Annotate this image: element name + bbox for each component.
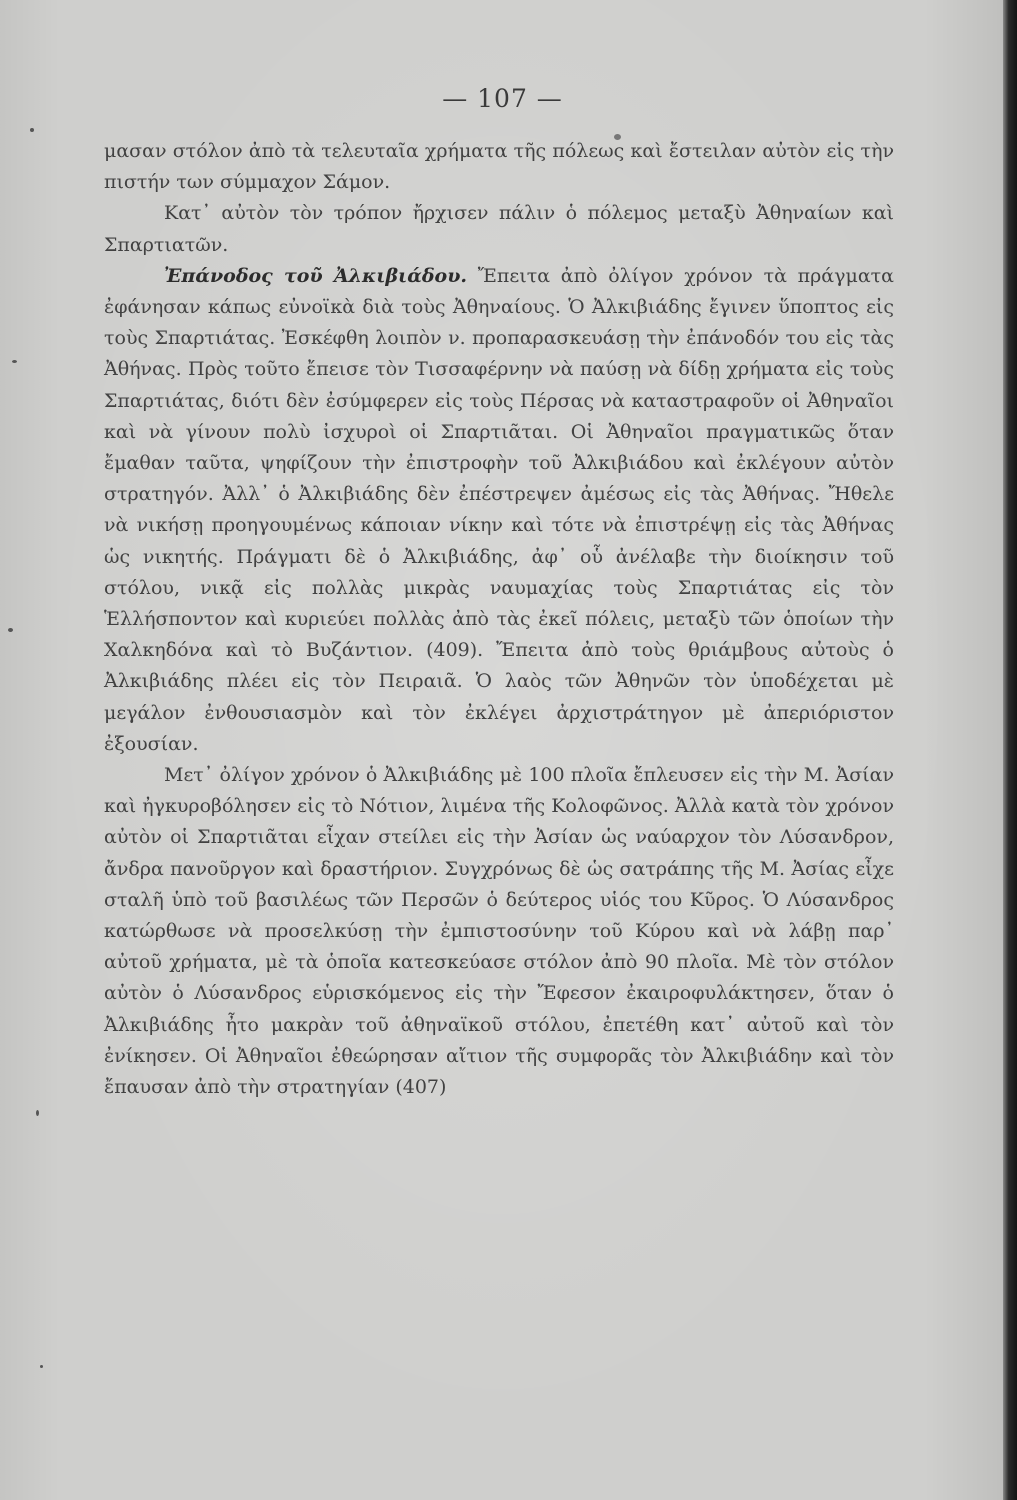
page-text [104,136,894,1103]
page-number: — 107 — [442,84,563,113]
page-edge-shadow [1003,0,1017,1500]
paragraph-2: Κατ᾿ αὐτὸν τὸν τρόπον ἤρχισεν πάλιν ὁ πόλεμος μεταξὺ Ἀθηναίων καὶ Σπαρτιατῶν. [104,202,894,256]
section-heading: Ἐπάνοδος τοῦ Ἀλκιβιάδου. [164,264,468,287]
paragraph-4: Μετ᾿ ὀλίγον χρόνον ὁ Ἀλκιβιάδης μὲ 100 πλοῖα ἔπλευσεν εἰς τὴν Μ. Ἀσίαν καὶ ἠγκυροβόλησεν εἰς τὸ Νότιον, λιμένα τῆς Κολοφῶνος. Ἀλλὰ κατὰ τὸν χρόνον αὐτὸν οἱ Σπαρτιᾶται εἶχαν στείλει εἰς τὴν Ἀσίαν ὡς ναύαρχον τὸν Λύσανδρον, ἄνδρα πανοῦργον καὶ δραστήριον. Συγχρόνως δὲ ὡς σατράπης τῆς Μ. Ἀσίας εἶχε σταλῆ ὑπὸ τοῦ βασιλέως τῶν Περσῶν ὁ δεύτερος υἱός του Κῦρος. Ὁ Λύσανδρος κατώρθωσε νὰ προσελκύσῃ τὴν ἐμπιστοσύνην τοῦ Κύρου καὶ νὰ λάβῃ παρ᾿ αὐτοῦ χρήματα, μὲ τὰ ὁποῖα κατεσκεύασε στόλον ἀπὸ 90 πλοῖα. Μὲ τὸν στόλον αὐτὸν ὁ Λύσανδρος εὑρισκόμενος εἰς τὴν Ἔφεσον ἐκαιροφυλάκτησεν, ὅταν ὁ Ἀλκιβιάδης ἦτο μακρὰν τοῦ ἀθηναϊκοῦ στόλου, ἐπετέθη κατ᾿ αὐτοῦ καὶ τὸν ἐνίκησεν. Οἱ Ἀθηναῖοι ἐθεώρησαν αἴτιον τῆς συμφορᾶς τὸν Ἀλκιβιάδην καὶ τὸν ἔπαυσαν ἀπὸ τὴν στρατηγίαν (407) [104,764,894,1099]
paragraph-3 [104,261,894,760]
paragraph-1: μασαν στόλον ἀπὸ τὰ τελευταῖα χρήματα τῆς πόλεως καὶ ἔστειλαν αὐτὸν εἰς τὴν πιστήν των σύμμαχον Σάμον. [104,140,894,194]
paragraph-3-text: Ἔπειτα ἀπὸ ὀλίγον χρόνον τὰ πράγματα ἐφάνησαν κάπως εὐνοϊκὰ διὰ τοὺς Ἀθηναίους. Ὁ Ἀλκιβιάδης ἔγινεν ὕποπτος εἰς τοὺς Σπαρτιάτας. Ἐσκέφθη λοιπὸν ν. προπαρασκευάσῃ τὴν ἐπάνοδόν του εἰς τὰς Ἀθήνας. Πρὸς τοῦτο ἔπεισε τὸν Τισσαφέρνην νὰ παύσῃ νὰ δίδῃ χρήματα εἰς τοὺς Σπαρτιάτας, διότι δὲν ἐσύμφερεν εἰς τοὺς Πέρσας νὰ καταστραφοῦν οἱ Ἀθηναῖοι καὶ νὰ γίνουν πολὺ ἰσχυροὶ οἱ Σπαρτιᾶται. Οἱ Ἀθηναῖοι πραγματικῶς ὅταν ἔμαθαν ταῦτα, ψηφίζουν τὴν ἐπιστροφὴν τοῦ Ἀλκιβιάδου καὶ ἐκλέγουν αὐτὸν στρατηγόν. Ἀλλ᾿ ὁ Ἀλκιβιάδης δὲν ἐπέστρεψεν ἀμέσως εἰς τὰς Ἀθήνας. Ἤθελε νὰ νικήσῃ προηγουμένως κάποιαν νίκην καὶ τότε νὰ ἐπιστρέψῃ εἰς τὰς Ἀθήνας ὡς νικητής. Πράγματι δὲ ὁ Ἀλκιβιάδης, ἀφ᾿ οὗ ἀνέλαβε τὴν διοίκησιν τοῦ στόλου, νικᾷ εἰς πολλὰς μικρὰς ναυμαχίας τοὺς Σπαρτιάτας εἰς τὸν Ἑλλήσποντον καὶ κυριεύει πολλὰς ἀπὸ τὰς ἐκεῖ πόλεις, μεταξὺ τῶν ὁποίων τὴν Χαλκηδόνα καὶ τὸ Βυζάντιον. (409). Ἔπειτα ἀπὸ τοὺς θριάμβους αὐτοὺς ὁ Ἀλκιβιάδης πλέει εἰς τὸν Πειραιᾶ. Ὁ λαὸς τῶν Ἀθηνῶν τὸν ὑποδέχεται μὲ μεγάλον ἐνθουσιασμὸν καὶ τὸν ἐκλέγει ἀρχιστράτηγον μὲ ἀπεριόριστον ἐξουσίαν. [104,264,894,755]
